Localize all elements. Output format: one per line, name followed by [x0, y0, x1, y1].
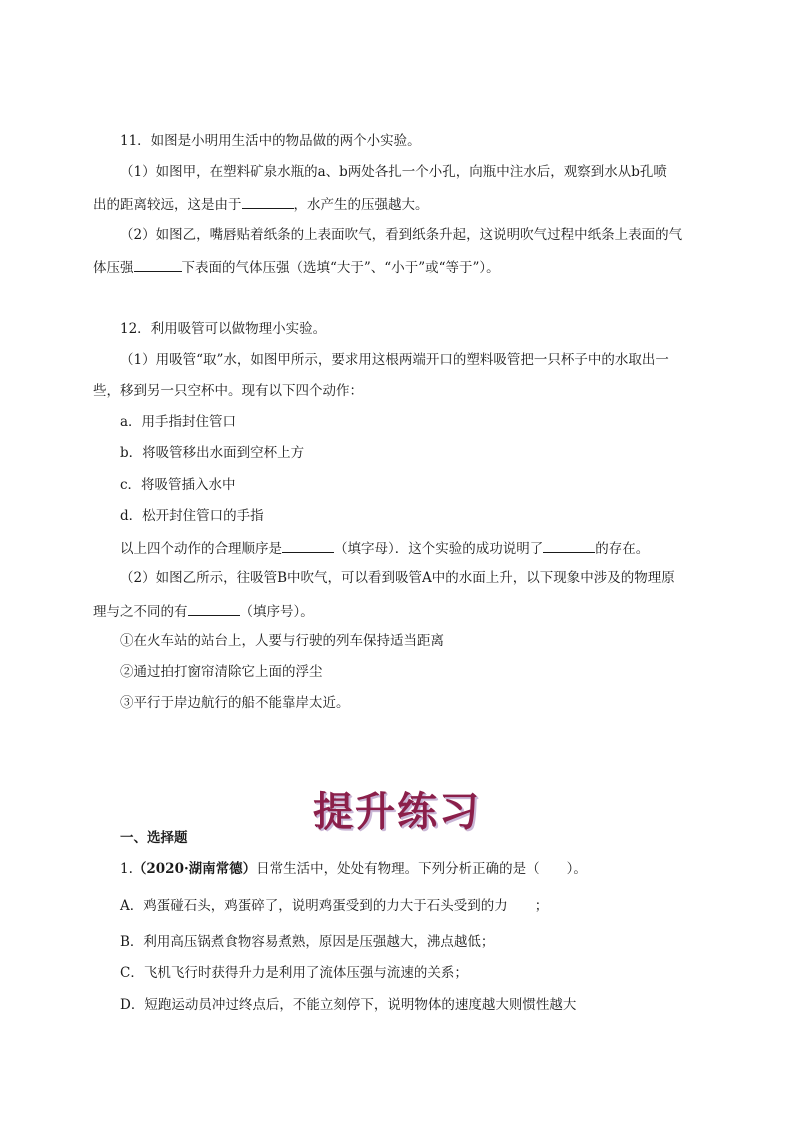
- q11-part1-text-a: 出的距离较远，这是由于: [93, 197, 242, 213]
- q12-part2-line2: [93, 601, 314, 621]
- q11-part2-text-a: 体压强: [93, 260, 134, 276]
- q11-part2-text-b: 下表面的气体压强（选填“大于”、“小于”或“等于”）。: [181, 260, 500, 276]
- q1-number: 1.: [120, 861, 133, 877]
- q11-part1-text-b: ，水产生的压强越大。: [293, 197, 429, 213]
- q1-option-c: C．飞机飞行时获得升力是利用了流体压强与流速的关系；: [120, 965, 468, 981]
- answer-blank[interactable]: [242, 194, 294, 209]
- section-title: 提升练习: [313, 788, 481, 835]
- q12-option-2: ②通过拍打窗帘清除它上面的浮尘: [120, 664, 323, 680]
- q12-part1-line1: （1）用吸管“取”水，如图甲所示，要求用这根两端开口的塑料吸管把一只杯子中的水取出一: [120, 352, 669, 368]
- q12-action-d: d．松开封住管口的手指: [120, 508, 264, 524]
- answer-blank[interactable]: [543, 538, 595, 553]
- q12-action-c: c．将吸管插入水中: [120, 477, 236, 493]
- q1-stem-line: [120, 860, 587, 878]
- q12-action-a: a．用手指封住管口: [120, 414, 237, 430]
- q11-stem: 11．如图是小明用生活中的物品做的两个小实验。: [120, 133, 421, 149]
- q1-option-a: A．鸡蛋碰石头，鸡蛋碎了，说明鸡蛋受到的力大于石头受到的力 ；: [120, 898, 549, 914]
- q11-part2-line1: （2）如图乙，嘴唇贴着纸条的上表面吹气，看到纸条升起，这说明吹气过程中纸条上表面的气: [120, 227, 683, 243]
- answer-blank[interactable]: [188, 601, 240, 616]
- q12-part2-text-a: 理与之不同的有: [93, 604, 188, 620]
- q12-part2-line1: （2）如图乙所示，往吸管B中吹气，可以看到吸管A中的水面上升，以下现象中涉及的物理原: [120, 570, 675, 586]
- q12-stem: 12．利用吸管可以做物理小实验。: [120, 321, 327, 337]
- q11-part2-line2: [93, 257, 500, 277]
- q1-option-d: D．短跑运动员冲过终点后，不能立刻停下，说明物体的速度越大则惯性越大: [120, 997, 577, 1013]
- answer-blank[interactable]: [282, 538, 334, 553]
- q12-action-b: b．将吸管移出水面到空杯上方: [120, 445, 305, 461]
- section-heading: 一、选择题: [120, 830, 188, 846]
- q1-stem: 日常生活中，处处有物理。下列分析正确的是（ ）。: [256, 861, 587, 877]
- q12-option-3: ③平行于岸边航行的船不能靠岸太近。: [120, 695, 350, 711]
- q11-part1-line1: （1）如图甲，在塑料矿泉水瓶的a、b两处各扎一个小孔，向瓶中注水后，观察到水从b孔喷: [120, 164, 667, 180]
- q11-part1-line2: [93, 194, 429, 214]
- answer-blank[interactable]: [134, 257, 182, 272]
- q12-order-text-c: 的存在。: [595, 541, 650, 557]
- q1-option-b: B．利用高压锅煮食物容易煮熟，原因是压强越大，沸点越低；: [120, 934, 495, 950]
- q12-part1-line2: 些，移到另一只空杯中。现有以下四个动作：: [93, 383, 363, 399]
- q12-order-line: [120, 538, 649, 558]
- q12-order-text-b: （填字母）．这个实验的成功说明了: [334, 541, 544, 557]
- q12-part2-text-b: （填序号）。: [239, 604, 314, 620]
- q1-source: （2020·湖南常德）: [132, 861, 257, 877]
- q12-order-text-a: 以上四个动作的合理顺序是: [120, 541, 282, 557]
- q12-option-1: ①在火车站的站台上，人要与行驶的列车保持适当距离: [120, 633, 444, 649]
